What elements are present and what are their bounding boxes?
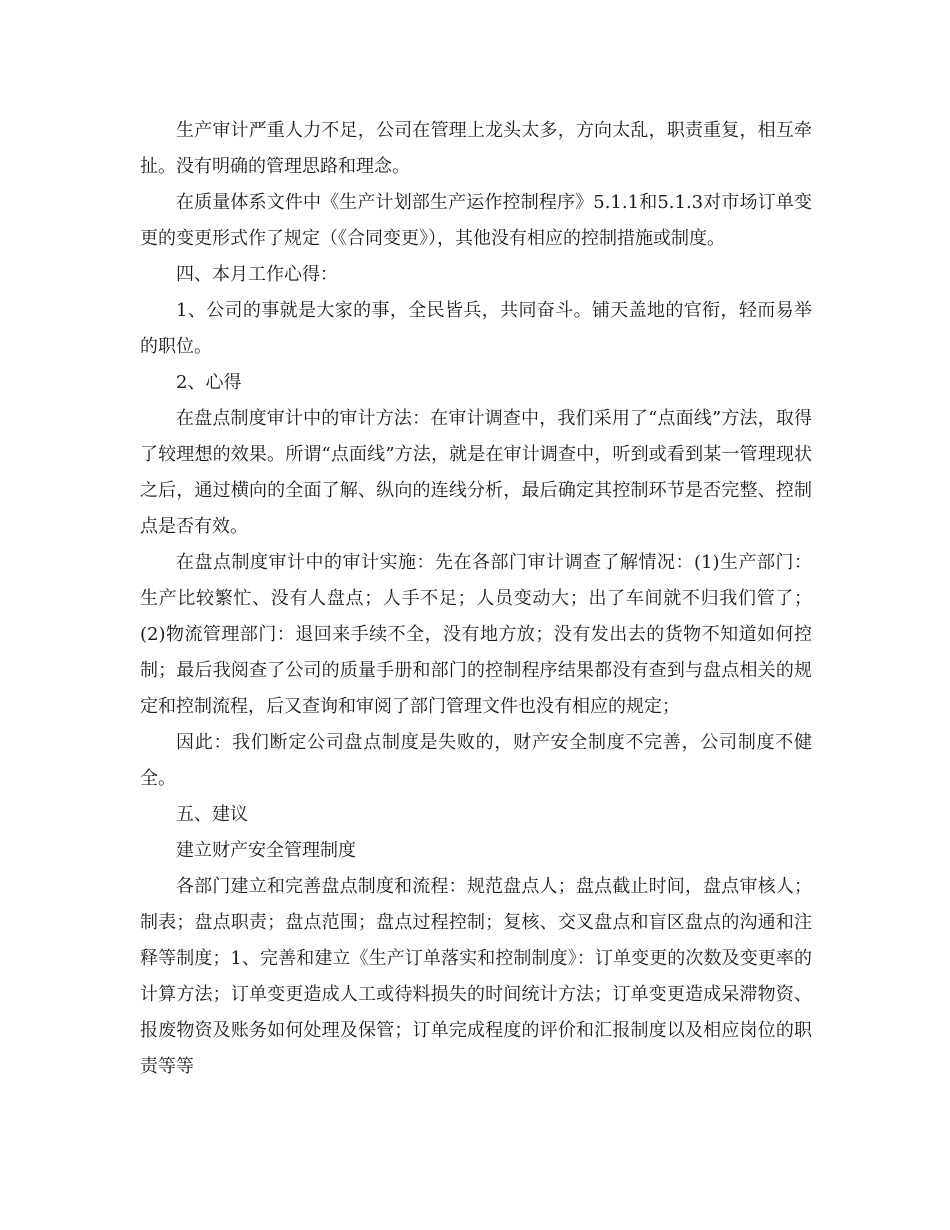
- paragraph-establish-system: 建立财产安全管理制度: [176, 840, 356, 861]
- paragraph-audit-method: 在盘点制度审计中的审计方法：在审计调查中，我们采用了“点面线”方法，取得了较理想的效果。所谓“点面线”方法，就是在审计调查中，听到或看到某一管理现状之后，通过横向的全面了解、纵向的连线分析，最后确定其控制环节是否完整、控制点是否有效。: [140, 408, 812, 537]
- paragraph-conclusion: 因此：我们断定公司盘点制度是失败的，财产安全制度不完善，公司制度不健全。: [140, 732, 812, 789]
- paragraph-insight-2: 2、心得: [176, 372, 242, 393]
- paragraph-insight-1: 1、公司的事就是大家的事，全民皆兵，共同奋斗。铺天盖地的官衔，轻而易举的职位。: [140, 300, 812, 357]
- paragraph-staffing: 生产审计严重人力不足，公司在管理上龙头太多，方向太乱，职责重复，相互牵扯。没有明确的管理思路和理念。: [140, 120, 812, 177]
- heading-suggestions: 五、建议: [176, 804, 248, 825]
- paragraph-audit-implementation: 在盘点制度审计中的审计实施：先在各部门审计调查了解情况：(1)生产部门：生产比较繁忙、没有人盘点；人手不足；人员变动大；出了车间就不归我们管了；(2)物流管理部门：退回来手续不全，没有地方放；没有发出去的货物不知道如何控制；最后我阅查了公司的质量手册和部门的控制程序结果都没有查到与盘点相关的规定和控制流程，后又查询和审阅了部门管理文件也没有相应的规定；: [140, 552, 812, 717]
- heading-monthly-insights: 四、本月工作心得：: [176, 264, 338, 285]
- paragraph-quality-system: 在质量体系文件中《生产计划部生产运作控制程序》5.1.1和5.1.3对市场订单变更的变更形式作了规定（《合同变更》），其他没有相应的控制措施或制度。: [140, 192, 812, 249]
- paragraph-department-procedures: 各部门建立和完善盘点制度和流程：规范盘点人；盘点截止时间，盘点审核人；制表；盘点职责；盘点范围；盘点过程控制；复核、交叉盘点和盲区盘点的沟通和注释等制度；1、完善和建立《生产订单落实和控制制度》：订单变更的次数及变更率的计算方法；订单变更造成人工或待料损失的时间统计方法；订单变更造成呆滞物资、报废物资及账务如何处理及保管；订单完成程度的评价和汇报制度以及相应岗位的职责等等: [140, 876, 812, 1077]
- document-body: [140, 113, 812, 1085]
